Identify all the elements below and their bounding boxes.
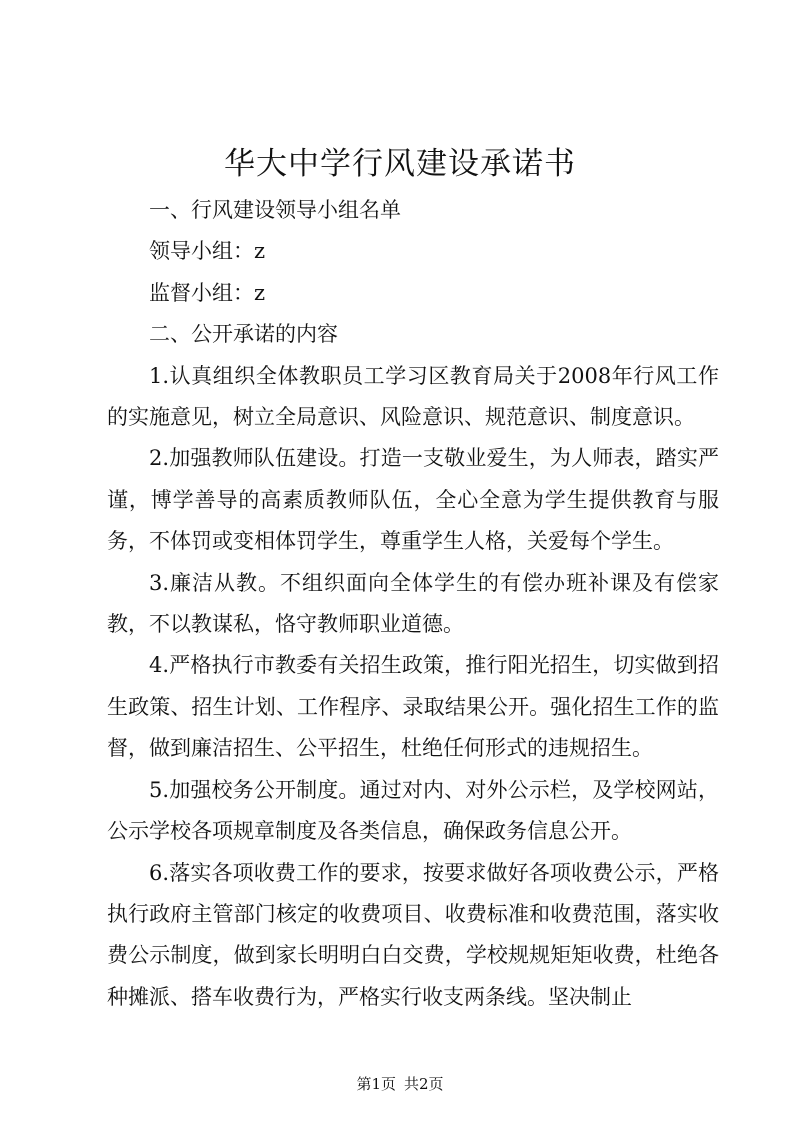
section-heading: 一、行风建设领导小组名单 — [149, 198, 401, 222]
commitment-item: 6.落实各项收费工作的要求，按要求做好各项收费公示，严格执行政府主管部门核定的收费项目、收费标准和收费范围，落实收费公示制度，做到家长明明白白交费，学校规规矩矩收费，杜绝各种摊派、搭车收费行为，严格实行收支两条线。坚决制止 — [107, 860, 719, 1009]
commitment-item: 2.加强教师队伍建设。打造一支敬业爱生，为人师表，踏实严谨，博学善导的高素质教师队伍，全心全意为学生提供教育与服务，不体罚或变相体罚学生，尊重学生人格，关爱每个学生。 — [107, 446, 719, 554]
document-body — [107, 190, 719, 1018]
document-title: 华大中学行风建设承诺书 — [224, 146, 576, 182]
commitment-item: 5.加强校务公开制度。通过对内、对外公示栏，及学校网站，公示学校各项规章制度及各类信息，确保政务信息公开。 — [107, 777, 719, 844]
page-footer — [0, 1073, 800, 1094]
section-heading: 二、公开承诺的内容 — [149, 322, 338, 347]
page-number: 第1页 — [356, 1075, 396, 1093]
commitment-item: 3.廉洁从教。不组织面向全体学生的有偿办班补课及有偿家教，不以教谋私，恪守教师职业道德。 — [107, 570, 719, 637]
commitment-item: 1.认真组织全体教职员工学习区教育局关于2008年行风工作的实施意见，树立全局意识、风险意识、规范意识、制度意识。 — [107, 363, 719, 430]
commitment-item: 4.严格执行市教委有关招生政策，推行阳光招生，切实做到招生政策、招生计划、工作程序、录取结果公开。强化招生工作的监督，做到廉洁招生、公平招生，杜绝任何形式的违规招生。 — [107, 653, 719, 761]
leader-group-line: 领导小组：z — [149, 239, 266, 264]
supervision-group-line: 监督小组：z — [149, 280, 266, 305]
page-count: 共2页 — [404, 1075, 444, 1093]
